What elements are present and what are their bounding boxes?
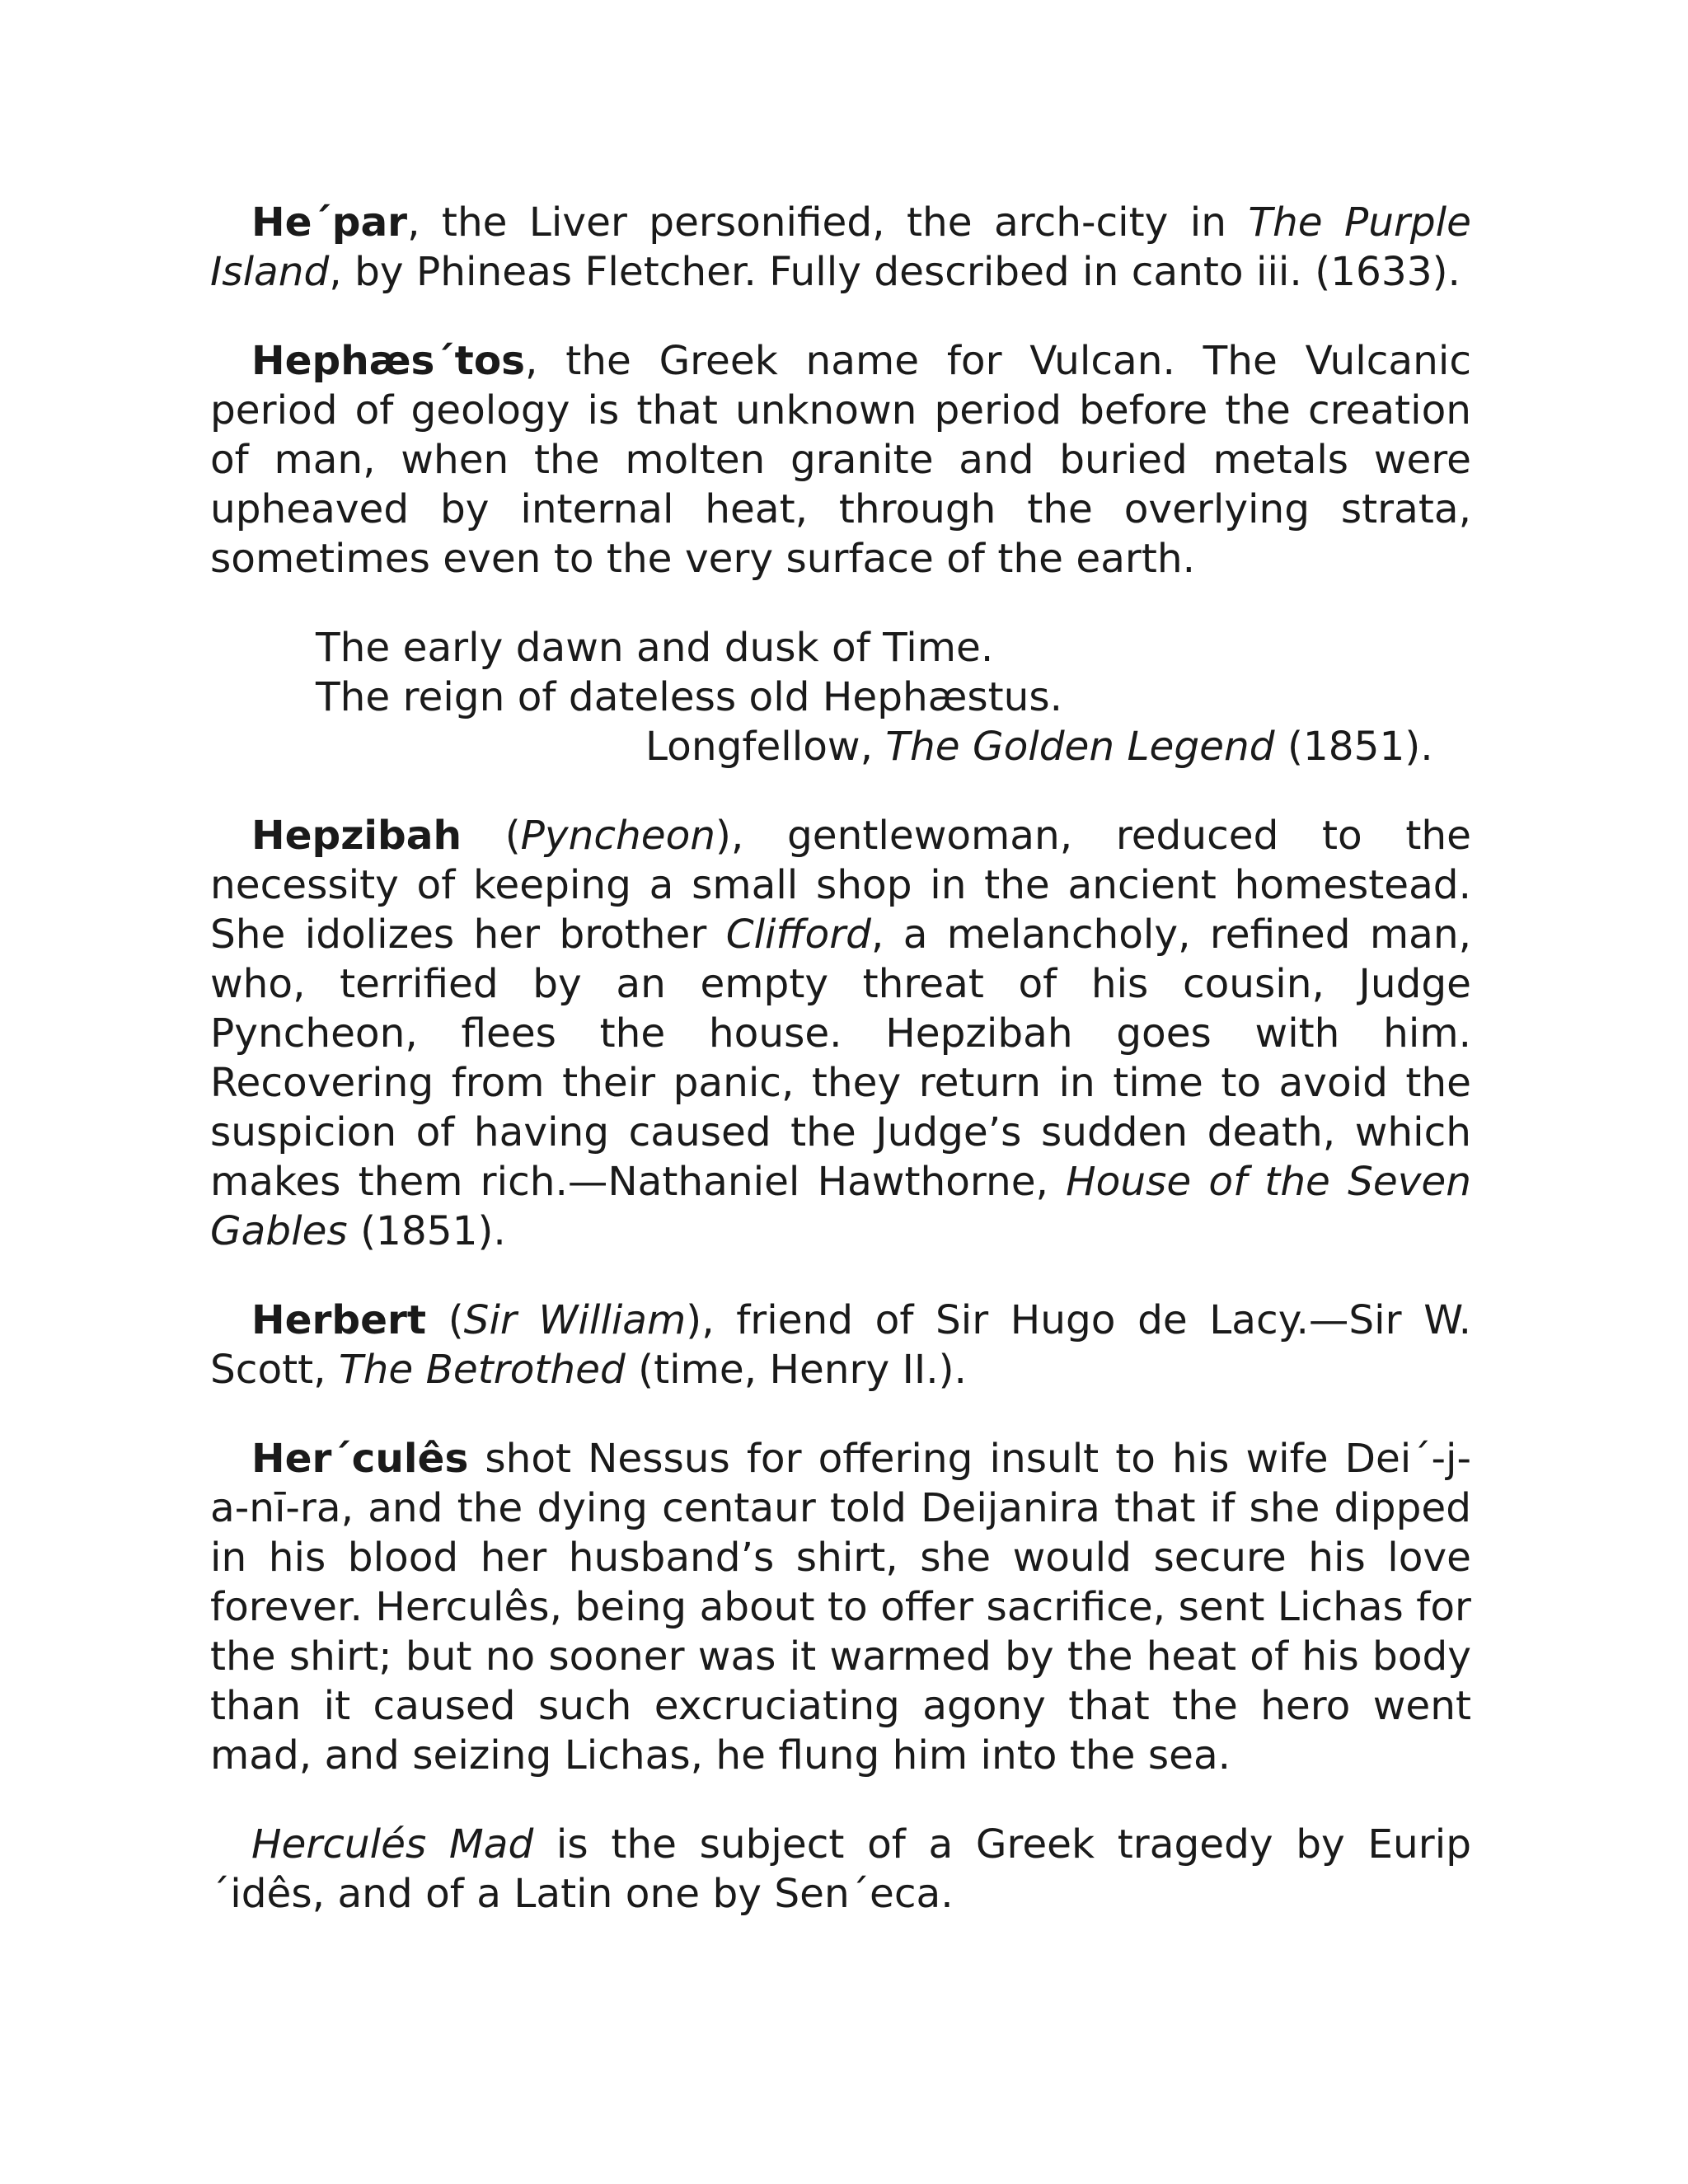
verse-line: The early dawn and dusk of Time. bbox=[316, 625, 994, 671]
headword: Herbert bbox=[251, 1297, 427, 1343]
entry-herbert bbox=[210, 1296, 1471, 1394]
headword: Hephæs´tos bbox=[251, 338, 526, 384]
headword: He´par bbox=[251, 199, 408, 246]
work-title: The Purple Island bbox=[210, 199, 1471, 295]
verse-attribution bbox=[316, 722, 1471, 771]
document-page bbox=[210, 198, 1471, 1958]
entry-text: , a melancholy, refined man, who, terrified by an empty threat of his cousin, Judge Pyncheon, flees the house. Hepzibah goes with him. Recovering from their panic, they return in time to avoid the suspicion of having caused the Judge’s sudden death, which makes them rich.—Nathaniel Hawthorne, bbox=[210, 912, 1471, 1205]
entry-text: ), friend of Sir Hugo de Lacy.—Sir W. Scott, bbox=[210, 1297, 1472, 1393]
entry-hepar bbox=[210, 198, 1471, 297]
entry-hercules bbox=[210, 1434, 1471, 1780]
entry-text: , the Liver personified, the arch-city in bbox=[407, 199, 1249, 246]
entry-text: , by Phineas Fletcher. Fully described in canto iii. (1633). bbox=[329, 249, 1461, 295]
entry-text: is the subject of a Greek tragedy by Eurip´idês, and of a Latin one by Sen´eca. bbox=[210, 1821, 1471, 1917]
entry-text: , the Greek name for Vulcan. The Vulcanic period of geology is that unknown period before the creation of man, when the molten granite and buried metals were upheaved by internal heat, through the overlying strata, sometimes even to the very surface of the earth. bbox=[210, 338, 1471, 582]
entry-hepzibah bbox=[210, 811, 1471, 1256]
verse-quotation bbox=[316, 623, 1471, 771]
headword: Hepzibah bbox=[251, 813, 462, 859]
work-title: House of the Seven Gables bbox=[210, 1159, 1471, 1254]
name-italic: Sir William bbox=[463, 1297, 687, 1343]
name-italic: Clifford bbox=[725, 912, 871, 958]
entry-hephaestos bbox=[210, 336, 1471, 583]
work-title: Herculés Mad bbox=[251, 1821, 534, 1868]
entry-text: shot Nessus for offering insult to his wife Dei´-j-a-nī-ra, and the dying centaur told Deijanira that if she dipped in his blood her husband’s shirt, she would secure his love forever. Herculês, being about to offer sacrifice, sent Lichas for the shirt; but no sooner was it warmed by the heat of his body than it caused such excruciating agony that the hero went mad, and seizing Lichas, he flung him into the sea. bbox=[210, 1436, 1471, 1779]
verse-line: The reign of dateless old Hephæstus. bbox=[316, 674, 1063, 720]
entry-text: ( bbox=[462, 813, 521, 859]
entry-text: (time, Henry II.). bbox=[625, 1347, 967, 1393]
work-title: The Betrothed bbox=[339, 1347, 626, 1393]
entry-hercules-mad bbox=[210, 1820, 1471, 1919]
entry-text: ), gentlewoman, reduced to the necessity of keeping a small shop in the ancient homestead. She idolizes her brother bbox=[210, 813, 1471, 958]
work-title: The Golden Legend bbox=[885, 724, 1275, 770]
headword: Her´culês bbox=[251, 1436, 469, 1482]
entry-text: ( bbox=[426, 1297, 464, 1343]
attribution-date: (1851). bbox=[1274, 724, 1433, 770]
name-italic: Pyncheon bbox=[520, 813, 715, 859]
entry-text: (1851). bbox=[347, 1208, 506, 1254]
attribution-author: Longfellow, bbox=[645, 724, 886, 770]
